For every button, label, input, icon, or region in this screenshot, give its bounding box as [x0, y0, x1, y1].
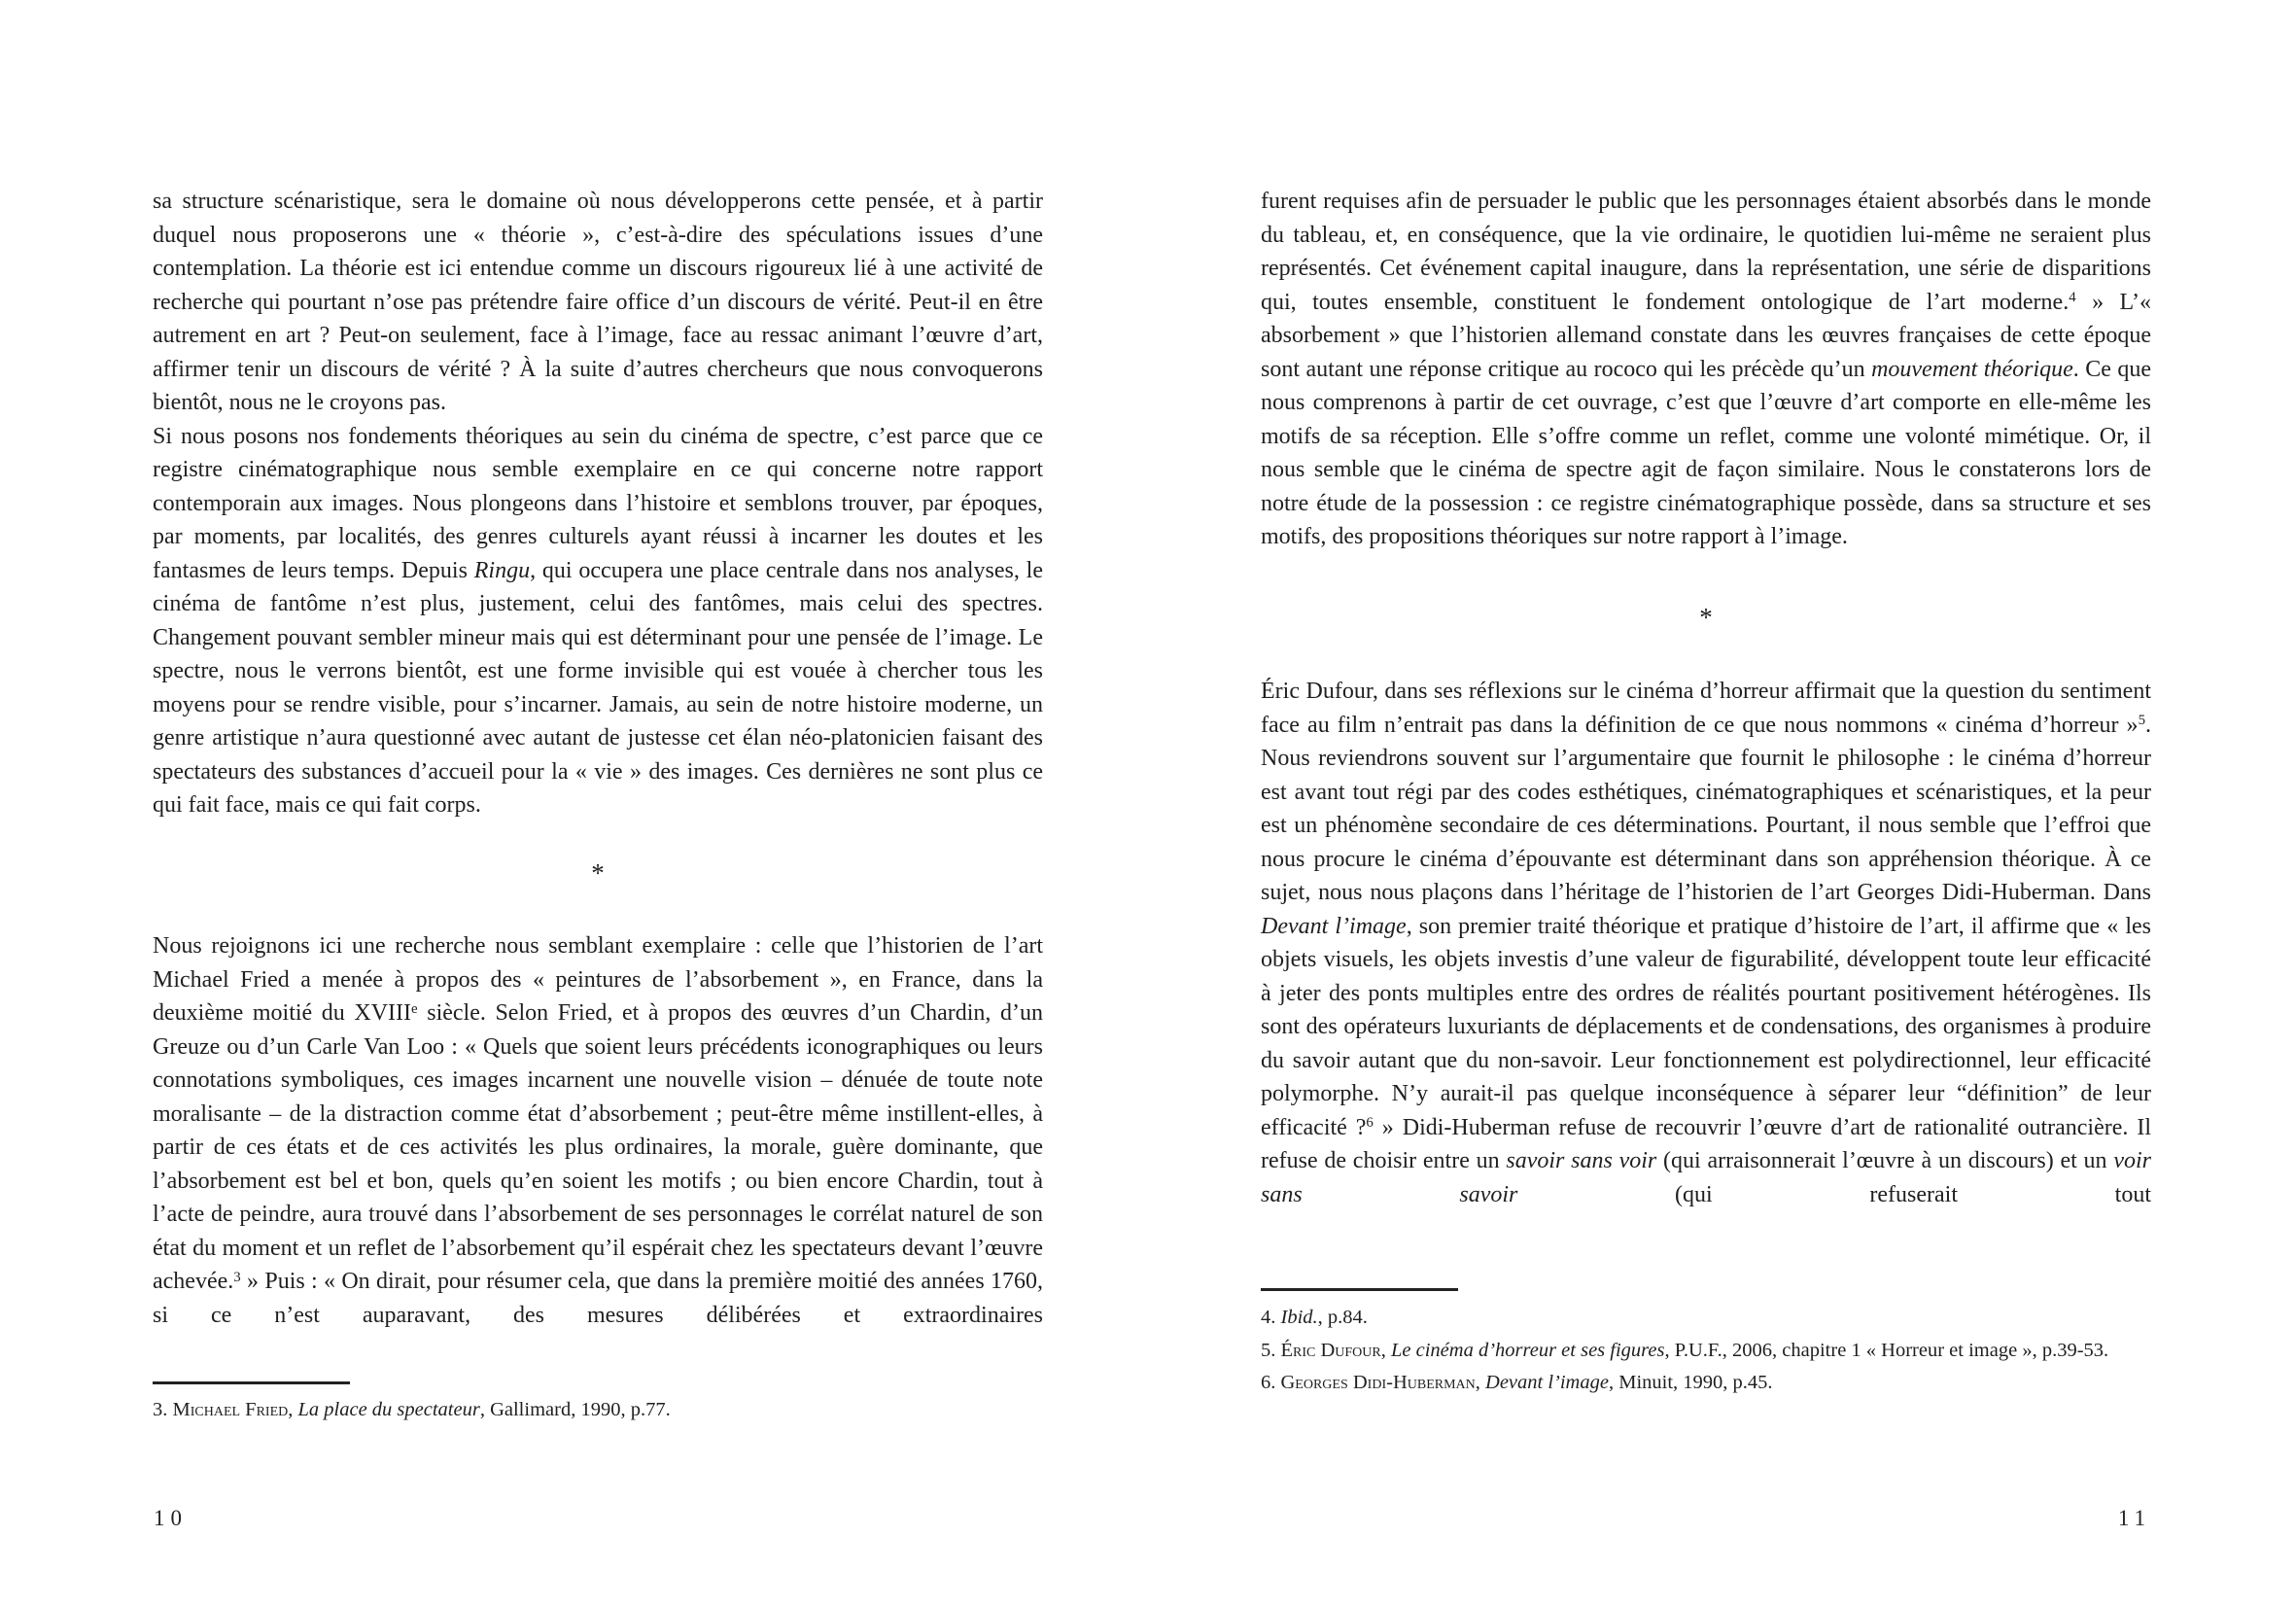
- section-break-asterisk: *: [1699, 603, 1713, 632]
- footnote-rule: [153, 1381, 350, 1384]
- section-break-asterisk: *: [591, 858, 605, 888]
- body-text-right: [1261, 185, 2151, 554]
- paragraph: sa structure scénaristique, sera le domaine où nous développerons cette pensée, et à partir duquel nous proposerons une « théorie », c’est-à-dire des spéculations issues d’une contemplation. La théorie est ici entendue comme un discours rigoureux lié à une activité de recherche qui pourtant n’ose pas prétendre faire office d’un discours de vérité. Peut-il en être autrement en art ? Peut-on seulement, face à l’image, face au ressac animant l’œuvre d’art, affirmer tenir un discours de vérité ? À la suite d’autres chercheurs que nous convoquerons bientôt, nous ne le croyons pas.: [153, 189, 1043, 415]
- footnote: 4. Ibid., p.84.: [1261, 1307, 1368, 1328]
- footnote: 6. Georges Didi-Huberman, Devant l’image, Minuit, 1990, p.45.: [1261, 1372, 1773, 1393]
- body-text-left: [153, 185, 1043, 822]
- footnotes-left: [153, 1394, 1043, 1427]
- page-number-left: 10: [154, 1506, 188, 1530]
- footnote: 5. Éric Dufour, Le cinéma d’horreur et ses figures, P.U.F., 2006, chapitre 1 « Horreur et image », p.39-53.: [1261, 1339, 2109, 1361]
- paragraph: Nous rejoignons ici une recherche nous semblant exemplaire : celle que l’historien de l’art Michael Fried a menée à propos des « peintures de l’absorbement », en France, dans la deuxième moitié du XVIIIe siècle. Selon Fried, et à propos des œuvres d’un Chardin, d’un Greuze ou d’un Carle Van Loo : « Quels que soient leurs précédents iconographiques ou leurs connotations symboliques, ces images incarnent une nouvelle vision – dénuée de toute note moralisante – de la distraction comme état d’absorbement ; peut-être même instillent-elles, à partir de ces états et de ces activités les plus ordinaires, la morale, guère dominante, que l’absorbement est bel et bon, quels qu’en soient les motifs ; ou bien encore Chardin, tout à l’acte de peindre, aura trouvé dans l’absorbement de ses personnages le corrélat naturel de son état du moment et un reflet de l’absorbement qu’il espérait chez les spectateurs devant l’œuvre achevée.$^3$ » Puis : « On dirait, pour résumer cela, que dans la première moitié des années 1760, si ce n’est auparavant, des mesures délibérées et extraordinaires: [153, 933, 1043, 1328]
- paragraph: furent requises afin de persuader le public que les personnages étaient absorbés dans le monde du tableau, et, en conséquence, que la vie ordinaire, le quotidien lui-même ne seraient plus représentés. Cet événement capital inaugure, dans la représentation, une série de disparitions qui, toutes ensemble, constituent le fondement ontologique de l’art moderne.$^4$ » L’« absorbement » que l’historien allemand constate dans les œuvres françaises de cette époque sont autant une réponse critique au rococo qui les précède qu’un mouvement théorique. Ce que nous comprenons à partir de cet ouvrage, c’est que l’œuvre d’art comporte en elle-même les motifs de sa réception. Elle s’offre comme un reflet, comme une volonté mimétique. Or, il nous semble que le cinéma de spectre agit de façon similaire. Nous le constaterons lors de notre étude de la possession : ce registre cinématographique possède, dans sa structure et ses motifs, des propositions théoriques sur notre rapport à l’image.: [1261, 189, 2152, 549]
- paragraph: Si nous posons nos fondements théoriques au sein du cinéma de spectre, c’est parce que ce registre cinématographique nous semble exemplaire en ce qui concerne notre rapport contemporain aux images. Nous plongeons dans l’histoire et semblons trouver, par époques, par moments, par localités, des genres culturels ayant réussi à incarner les doutes et les fantasmes de leurs temps. Depuis Ringu, qui occupera une place centrale dans nos analyses, le cinéma de fantôme n’est plus, justement, celui des fantômes, mais celui des spectres. Changement pouvant sembler mineur mais qui est déterminant pour une pensée de l’image. Le spectre, nous le verrons bientôt, est une forme invisible qui est vouée à chercher tous les moyens pour se rendre visible, pour s’incarner. Jamais, au sein de notre histoire moderne, un genre artistique n’aura questionné avec autant de justesse cet élan néo-platonicien faisant des spectateurs des substances d’accueil pour la « vie » des images. Ces dernières ne sont plus ce qui fait face, mais ce qui fait corps.: [153, 423, 1043, 818]
- footnotes-right: [1261, 1302, 2151, 1400]
- paragraph: Éric Dufour, dans ses réflexions sur le cinéma d’horreur affirmait que la question du sentiment face au film n’entrait pas dans la définition de ce que nous nommons « cinéma d’horreur »$^5$. Nous reviendrons souvent sur l’argumentaire que fournit le philosophe : le cinéma d’horreur est avant tout régi par des codes esthétiques, cinématographiques et scénaristiques, et la peur est un phénomène secondaire de ces déterminations. Pourtant, il nous semble que l’effroi que nous procure le cinéma d’épouvante est déterminant dans son appréhension théorique. À ce sujet, nous nous plaçons dans l’héritage de l’historien de l’art Georges Didi-Huberman. Dans Devant l’image, son premier traité théorique et pratique d’histoire de l’art, il affirme que « les objets visuels, les objets investis d’une valeur de figurabilité, développent toute leur efficacité à jeter des ponts multiples entre des ordres de réalités pourtant positivement hétérogènes. Ils sont des opérateurs luxuriants de déplacements et de condensations, des organismes à produire du savoir autant que du non-savoir. Leur fonctionnement est polydirectionnel, leur efficacité polymorphe. N’y aurait-il pas quelque inconséquence à séparer leur “définition” de leur efficacité ?$^6$ » Didi-Huberman refuse de recouvrir l’œuvre d’art de rationalité outrancière. Il refuse de choisir entre un savoir sans voir (qui arraisonnerait l’œuvre à un discours) et un voir sans savoir (qui refuserait tout: [1261, 679, 2151, 1207]
- footnote: 3. Michael Fried, La place du spectateur, Gallimard, 1990, p.77.: [153, 1399, 671, 1420]
- page-number-right: 11: [2117, 1506, 2151, 1530]
- footnote-rule: [1261, 1288, 1458, 1291]
